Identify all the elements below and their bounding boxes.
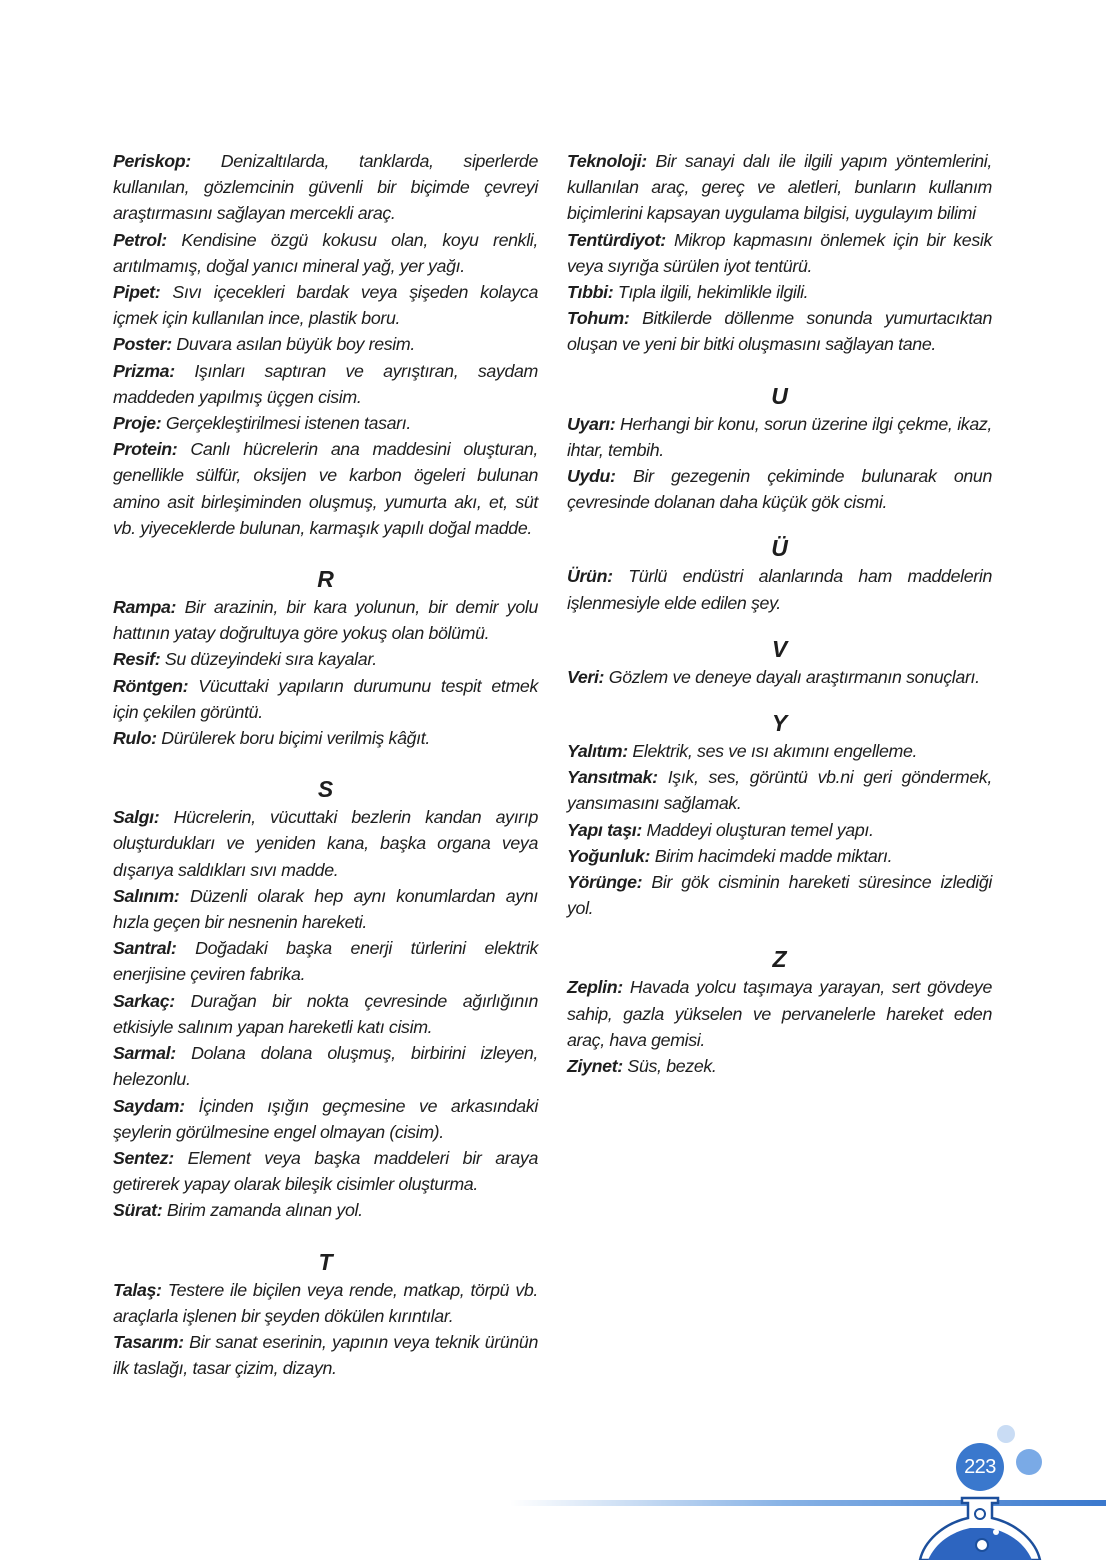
glossary-term: Zeplin: <box>567 977 623 998</box>
glossary-definition: Doğadaki başka enerji türlerini elektrik enerjisine çeviren fabrika. <box>113 938 538 985</box>
glossary-definition: Bir arazinin, bir kara yolunun, bir demir yolu hattının yatay doğrultuya göre yokuş olan bölümü. <box>113 597 538 644</box>
glossary-term: Salgı: <box>113 807 160 828</box>
glossary-term: Yansıtmak: <box>567 767 658 788</box>
glossary-term: Talaş: <box>113 1279 162 1300</box>
glossary-definition: Işık, ses, görüntü vb.ni geri göndermek, yansımasını sağlamak. <box>567 767 992 814</box>
glossary-entry <box>113 673 538 725</box>
section-spacer <box>567 690 992 708</box>
glossary-entry <box>567 148 992 227</box>
glossary-term: Röntgen: <box>113 675 189 696</box>
glossary-term: Yörünge: <box>567 872 643 893</box>
section-letter: Y <box>771 710 788 737</box>
section-spacer <box>567 921 992 944</box>
glossary-entry <box>567 974 992 1053</box>
section-spacer <box>113 1224 538 1247</box>
section-spacer <box>567 515 992 533</box>
glossary-entry <box>113 358 538 410</box>
glossary-term: Petrol: <box>113 229 167 250</box>
glossary-definition: Testere ile biçilen veya rende, matkap, törpü vb. araçlarla işlenen bir şeyden dökülen kırıntılar. <box>113 1279 538 1326</box>
section-letter: S <box>317 776 334 803</box>
glossary-term: Prizma: <box>113 360 175 381</box>
glossary-term: Uyarı: <box>567 413 616 434</box>
glossary-entry <box>113 227 538 279</box>
glossary-entry <box>113 1040 538 1092</box>
glossary-definition: Bir sanat eserinin, yapının veya teknik ürünün ilk taslağı, tasar çizim, dizayn. <box>113 1331 538 1379</box>
flask-icon <box>900 1420 1106 1560</box>
glossary-definition: Herhangi bir konu, sorun üzerine ilgi çekme, ikaz, ihtar, tembih. <box>567 413 992 460</box>
glossary-definition: Birim hacimdeki madde miktarı. <box>650 845 893 866</box>
section-spacer <box>113 541 538 564</box>
glossary-term: Rulo: <box>113 728 157 749</box>
glossary-term: Tohum: <box>567 308 630 329</box>
glossary-definition: Vücuttaki yapıların durumunu tespit etmek için çekilen görüntü. <box>113 675 538 722</box>
glossary-term: Uydu: <box>567 466 616 487</box>
glossary-definition: Canlı hücrelerin ana maddesini oluşturan, genellikle sülfür, oksijen ve karbon ögeleri bulunan amino asit birleşiminden oluşmuş, yumurta akı, et, süt vb. yiyeceklerde bulunan, karmaşık yapılı doğal madde. <box>113 439 538 538</box>
glossary-term: Proje: <box>113 413 162 434</box>
glossary-definition: Mikrop kapmasını önlemek için bir kesik veya sıyrığa sürülen iyot tentürü. <box>567 229 992 276</box>
section-spacer <box>567 616 992 634</box>
section-spacer <box>113 751 538 774</box>
glossary-definition: Tıpla ilgili, hekimlikle ilgili. <box>613 282 809 303</box>
glossary-entry <box>567 764 992 816</box>
glossary-definition: Birim zamanda alınan yol. <box>162 1200 363 1221</box>
glossary-definition: Gözlem ve deneye dayalı araştırmanın sonuçları. <box>604 666 980 687</box>
glossary-entry <box>567 664 992 690</box>
section-spacer <box>567 358 992 381</box>
glossary-definition: Denizaltılarda, tanklarda, siperlerde kullanılan, gözlemcinin güvenli bir biçimde çevreyi araştırmasını sağlayan mercekli araç. <box>113 151 538 224</box>
glossary-entry <box>113 436 538 541</box>
glossary-term: Sürat: <box>113 1200 163 1221</box>
glossary-entry <box>113 1145 538 1197</box>
glossary-definition: Türlü endüstri alanlarında ham maddelerin işlenmesiyle elde edilen şey. <box>567 566 992 613</box>
glossary-entry <box>113 1093 538 1145</box>
glossary-term: Veri: <box>567 666 605 687</box>
glossary-term: Sarkaç: <box>113 990 175 1011</box>
glossary-entry <box>113 988 538 1040</box>
glossary-term: Tentürdiyot: <box>567 229 666 250</box>
glossary-definition: Element veya başka maddeleri bir araya getirerek yapay olarak bileşik cisimler oluşturma. <box>113 1147 538 1195</box>
glossary-entry <box>567 227 992 279</box>
section-letter: R <box>317 566 334 593</box>
glossary-definition: Bitkilerde döllenme sonunda yumurtacıktan oluşan ve yeni bir bitki oluşmasını sağlayan tane. <box>567 308 992 355</box>
glossary-entry <box>567 869 992 921</box>
glossary-definition: Duvara asılan büyük boy resim. <box>171 334 415 355</box>
glossary-entry <box>113 725 538 751</box>
glossary-definition: Düzenli olarak hep aynı konumlardan aynı hızla geçen bir nesnenin hareketi. <box>113 885 538 933</box>
glossary-term: Tıbbi: <box>567 282 614 303</box>
glossary-term: Periskop: <box>113 151 191 171</box>
glossary-term: Teknoloji: <box>567 151 647 171</box>
glossary-definition: Maddeyi oluşturan temel yapı. <box>641 819 874 840</box>
glossary-definition: Havada yolcu taşımaya yarayan, sert gövdeye sahip, gazla yükselen ve pervanelerle hareket eden araç, hava gemisi. <box>567 977 992 1050</box>
glossary-term: Sentez: <box>113 1147 174 1168</box>
glossary-entry <box>113 1277 538 1329</box>
glossary-entry <box>113 883 538 935</box>
glossary-definition: Kendisine özgü kokusu olan, koyu renkli, arıtılmamış, doğal yanıcı mineral yağ, yer yağı. <box>113 229 538 276</box>
glossary-entry <box>113 646 538 672</box>
glossary-entry <box>567 463 992 515</box>
glossary-definition: Bir gök cisminin hareketi süresince izlediği yol. <box>567 872 992 919</box>
glossary-term: Tasarım: <box>113 1331 184 1352</box>
glossary-term: Poster: <box>113 334 172 355</box>
glossary-term: Yapı taşı: <box>567 819 642 840</box>
glossary-entry <box>567 411 992 463</box>
glossary-entry <box>113 331 538 357</box>
glossary-entry <box>567 738 992 764</box>
section-letter: U <box>771 382 788 409</box>
glossary-entry <box>567 843 992 869</box>
glossary-definition: Bir sanayi dalı ile ilgili yapım yöntemlerini, kullanılan araç, gereç ve aletleri, bunların kullanım biçimlerini kapsayan uygulama bilgisi, uygulayım bilimi <box>567 151 992 224</box>
glossary-term: Santral: <box>113 938 177 959</box>
glossary-entry <box>567 817 992 843</box>
section-letter: Z <box>772 946 787 973</box>
glossary-entry <box>113 148 538 227</box>
glossary-term: Saydam: <box>113 1095 185 1116</box>
glossary-definition: Gerçekleştirilmesi istenen tasarı. <box>161 413 411 434</box>
glossary-definition: Süs, bezek. <box>622 1056 717 1077</box>
glossary-term: Protein: <box>113 439 178 460</box>
glossary-entry <box>113 1329 538 1381</box>
glossary-entry <box>113 935 538 987</box>
glossary-definition: Dürülerek boru biçimi verilmiş kâğıt. <box>156 728 430 749</box>
glossary-entry <box>113 804 538 883</box>
glossary-definition: Sıvı içecekleri bardak veya şişeden kolayca içmek için kullanılan ince, plastik boru. <box>113 282 538 329</box>
glossary-term: Salınım: <box>113 885 180 906</box>
glossary-entry <box>113 279 538 331</box>
glossary-entry <box>113 410 538 436</box>
right-column <box>567 148 992 1079</box>
glossary-term: Ziynet: <box>567 1056 623 1077</box>
glossary-definition: Dolana dolana oluşmuş, birbirini izleyen, helezonlu. <box>113 1043 538 1090</box>
glossary-entry <box>113 1197 538 1223</box>
glossary-term: Ürün: <box>567 566 613 587</box>
glossary-definition: Işınları saptıran ve ayrıştıran, saydam maddeden yapılmış üçgen cisim. <box>113 360 538 407</box>
glossary-term: Sarmal: <box>113 1043 176 1064</box>
glossary-term: Pipet: <box>113 282 161 303</box>
glossary-term: Yoğunluk: <box>567 845 651 866</box>
page-number: 223 <box>964 1456 996 1478</box>
glossary-definition: Durağan bir nokta çevresinde ağırlığının etkisiyle salınım yapan hareketli katı cisim. <box>113 990 538 1037</box>
glossary-term: Resif: <box>113 649 161 670</box>
section-letter: T <box>318 1248 333 1275</box>
glossary-definition: Hücrelerin, vücuttaki bezlerin kandan ayırıp oluşturdukları ve yeniden kana, başka organa veya dışarıya saldıkları sıvı madde. <box>113 807 538 880</box>
section-letter: Ü <box>771 535 788 562</box>
glossary-definition: Bir gezegenin çekiminde bulunarak onun çevresinde dolanan daha küçük gök cismi. <box>567 466 992 513</box>
glossary-entry <box>113 594 538 646</box>
section-letter: V <box>771 635 788 662</box>
glossary-entry <box>567 305 992 357</box>
glossary-definition: Su düzeyindeki sıra kayalar. <box>160 649 377 670</box>
left-column <box>113 148 538 1381</box>
glossary-entry <box>567 1053 992 1079</box>
glossary-term: Rampa: <box>113 597 177 618</box>
glossary-entry <box>567 563 992 615</box>
glossary-entry <box>567 279 992 305</box>
glossary-term: Yalıtım: <box>567 741 628 762</box>
glossary-definition: Elektrik, ses ve ısı akımını engelleme. <box>627 741 918 762</box>
glossary-definition: İçinden ışığın geçmesine ve arkasındaki şeylerin görülmesine engel olmayan (cisim). <box>113 1095 538 1142</box>
